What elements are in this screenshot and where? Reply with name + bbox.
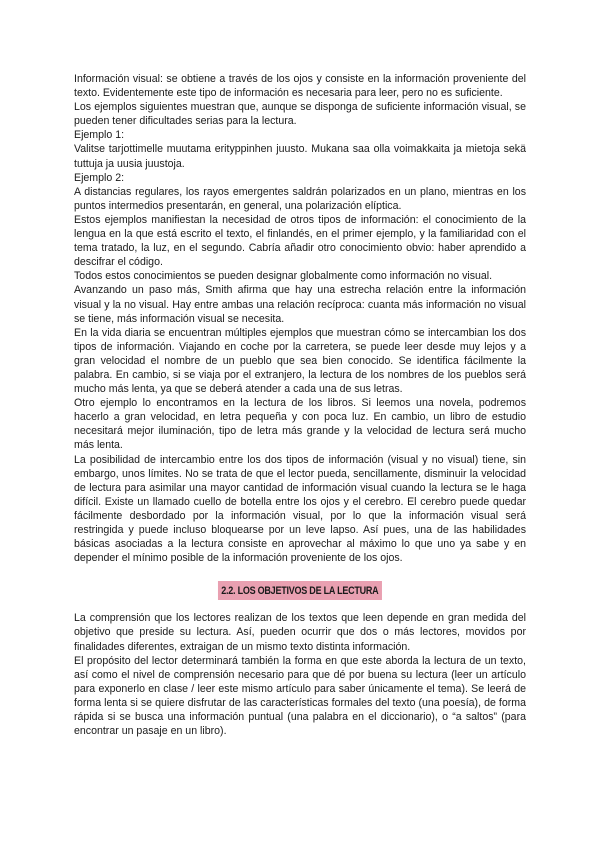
paragraph-vida-diaria: En la vida diaria se encuentran múltiples ejemplos que muestran cómo se intercambian los dos tipos de información. Viajando en coche por la carretera, se puede leer desde muy lejos y a gran velocidad el nombre de un pueblo que sea bien conocido. Se identifica fácilmente la palabra. En cambio, si se viaja por el extranjero, la lectura de los nombres de los pueblos será mucho más lenta, ya que se deberá atender a cada una de sus letras. xyxy=(74,326,526,396)
paragraph-comprension: La comprensión que los lectores realizan de los textos que leen depende en gran medida del objetivo que preside su lectura. Así, pueden ocurrir que dos o más lectores, movidos por finalidades diferentes, extraigan de un mismo texto distinta información. xyxy=(74,612,526,653)
section-heading-wrapper xyxy=(74,581,526,600)
section-informacion-visual xyxy=(74,72,526,565)
paragraph-necesidad-informacion: Estos ejemplos manifiestan la necesidad de otros tipos de información: el conocimiento de la lengua en la que está escrito el texto, el finlandés, en el primer ejemplo, y la familiaridad con el tema tratado, la luz, en el segundo. Cabría añadir otro conocimiento obvio: haber aprendido a descifrar el código. xyxy=(74,213,526,269)
paragraph-limites: La posibilidad de intercambio entre los dos tipos de información (visual y no visual) tiene, sin embargo, unos límites. No se trata de que el lector pueda, sencillamente, disminuir la velocidad de lectura para asimilar una mayor cantidad de información visual cuando la lectura se le haga difícil. Existe un llamado cuello de botella entre los ojos y el cerebro. El cerebro puede quedar fácilmente desbordado por la información visual, por lo que la información visual será restringida y puede incluso bloquearse por un leve lapso. Así pues, una de las habilidades básicas asociadas a la lectura consiste en aprovechar al máximo lo que uno ya sabe y en depender el mínimo posible de la información proveniente de los ojos. xyxy=(74,453,526,565)
paragraph-smith: Avanzando un paso más, Smith afirma que hay una estrecha relación entre la información visual y la no visual. Hay entre ambas una relación recíproca: cuanta más información no visual se tiene, más información visual se necesita. xyxy=(74,284,526,325)
paragraph-libros: Otro ejemplo lo encontramos en la lectura de los libros. Si leemos una novela, podremos hacerlo a gran velocidad, en letra pequeña y con poca luz. En cambio, un libro de estudio necesitará mejor iluminación, tipo de letra más grande y la velocidad de lectura será mucho más lenta. xyxy=(74,397,526,452)
paragraph-informacion-visual: Información visual: se obtiene a través de los ojos y consiste en la información proveniente del texto. Evidentemente este tipo de información es necesaria para leer, pero no es suficiente. xyxy=(74,73,526,100)
paragraph-ejemplo-2-optics: A distancias regulares, los rayos emergentes saldrán polarizados en un plano, mientras en los puntos intermedios presentarán, en general, una polarización elíptica. xyxy=(74,185,526,212)
paragraph-informacion-no-visual: Todos estos conocimientos se pueden designar globalmente como información no visual. xyxy=(74,270,493,283)
label-ejemplo-2: Ejemplo 2: xyxy=(74,171,125,184)
section-heading: 2.2. LOS OBJETIVOS DE LA LECTURA xyxy=(218,581,382,600)
section-objetivos-lectura xyxy=(74,611,526,738)
paragraph-ejemplos-intro: Los ejemplos siguientes muestran que, aunque se disponga de suficiente información visual, se pueden tener dificultades serias para la lectura. xyxy=(74,101,526,128)
label-ejemplo-1: Ejemplo 1: xyxy=(74,129,125,142)
paragraph-ejemplo-1-finnish: Valitse tarjottimelle muutama erityppinhen juusto. Mukana saa olla voimakkaita ja mietoja sekä tuttuja ja uusia juustoja. xyxy=(74,143,526,170)
paragraph-proposito: El propósito del lector determinará también la forma en que este aborda la lectura de un texto, así como el nivel de comprensión necesario para que dé por buena su lectura (leer un artículo para exponerlo en clase / leer este mismo artículo para saber únicamente el tema). Se leerá de forma lenta si se quiere disfrutar de las características formales del texto (una poesía), de forma rápida si se busca una información puntual (una palabra en el diccionario), o “a saltos” (para encontrar un pasaje en un libro). xyxy=(74,654,526,738)
